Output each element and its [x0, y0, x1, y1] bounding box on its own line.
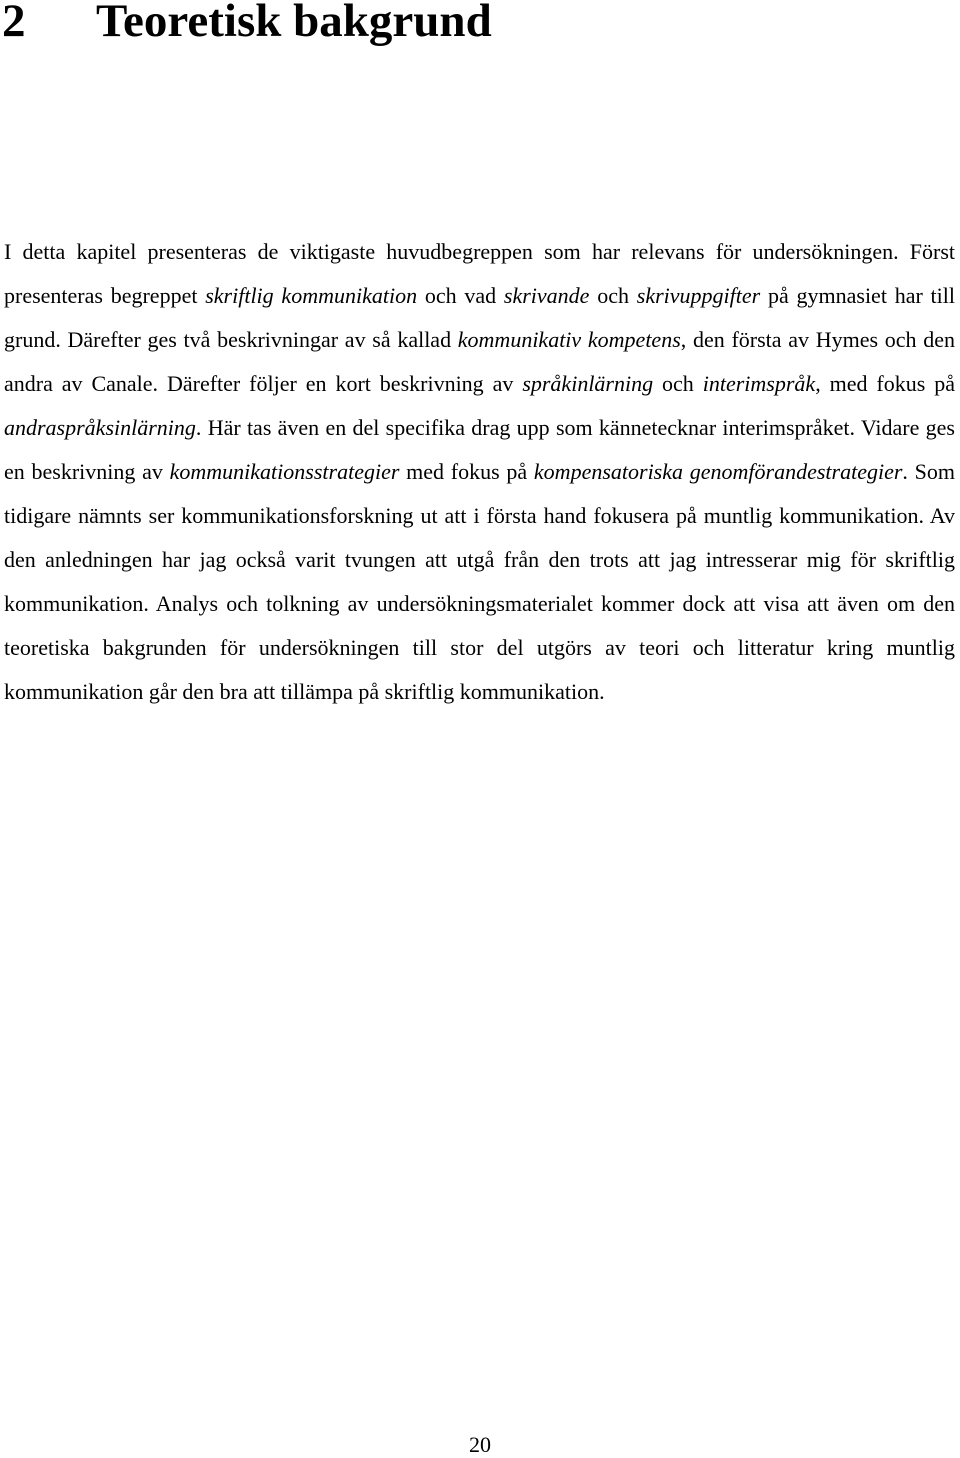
- term-interimsprak: interimspråk: [702, 371, 816, 396]
- text-segment: och vad: [417, 283, 504, 308]
- term-skriftlig-kommunikation: skriftlig kommunikation: [205, 283, 418, 308]
- text-segment: på gymnasiet har till grund. Därefter ges två beskrivningar av så kallad: [4, 283, 956, 352]
- term-skrivuppgifter: skrivuppgifter: [636, 283, 761, 308]
- text-segment: , den första av Hymes och den andra av Canale. Därefter följer en kort beskrivning av: [4, 327, 955, 396]
- term-kommunikationsstrategier: kommunikationsstrategier: [169, 459, 400, 484]
- term-kommunikativ-kompetens: kommunikativ kompetens: [457, 327, 681, 352]
- chapter-heading: [2, 0, 492, 48]
- page-number: 20: [469, 1432, 491, 1457]
- term-andrasproksinlarning: andraspråksinlärning: [4, 415, 196, 440]
- text-segment: med fokus på: [399, 459, 534, 484]
- text-segment: . Som tidigare nämnts ser kommunikationsforskning ut att i första hand fokusera på muntlig kommunikation. Av den anledningen har jag också varit tvungen att utgå från den trots att jag intresserar mig för skriftlig kommunikation. Analys och tolkning av undersökningsmaterialet kommer dock att visa att även om den teoretiska bakgrunden för undersökningen till stor del utgörs av teori och litteratur kring muntlig kommunikation går den bra att tillämpa på skriftlig kommunikation.: [4, 459, 955, 704]
- term-kompensatoriska-genomforandestrategier: kompensatoriska genomförandestrategier: [533, 459, 903, 484]
- text-segment: I detta kapitel presenteras de viktigaste huvudbegreppen som har relevans för undersökningen. Först presenteras begreppet: [4, 239, 955, 308]
- chapter-number: 2: [2, 0, 26, 47]
- text-segment: , med fokus på: [815, 371, 955, 396]
- text-segment: och: [589, 283, 637, 308]
- text-segment: och: [653, 371, 703, 396]
- text-segment: . Här tas även en del specifika drag upp som kännetecknar interimspråket. Vidare ges en beskrivning av: [4, 415, 955, 484]
- term-skrivande: skrivande: [503, 283, 590, 308]
- term-sprakinlarning: språkinlärning: [522, 371, 654, 396]
- body-paragraph: [4, 230, 955, 714]
- chapter-title: Teoretisk bakgrund: [96, 0, 492, 47]
